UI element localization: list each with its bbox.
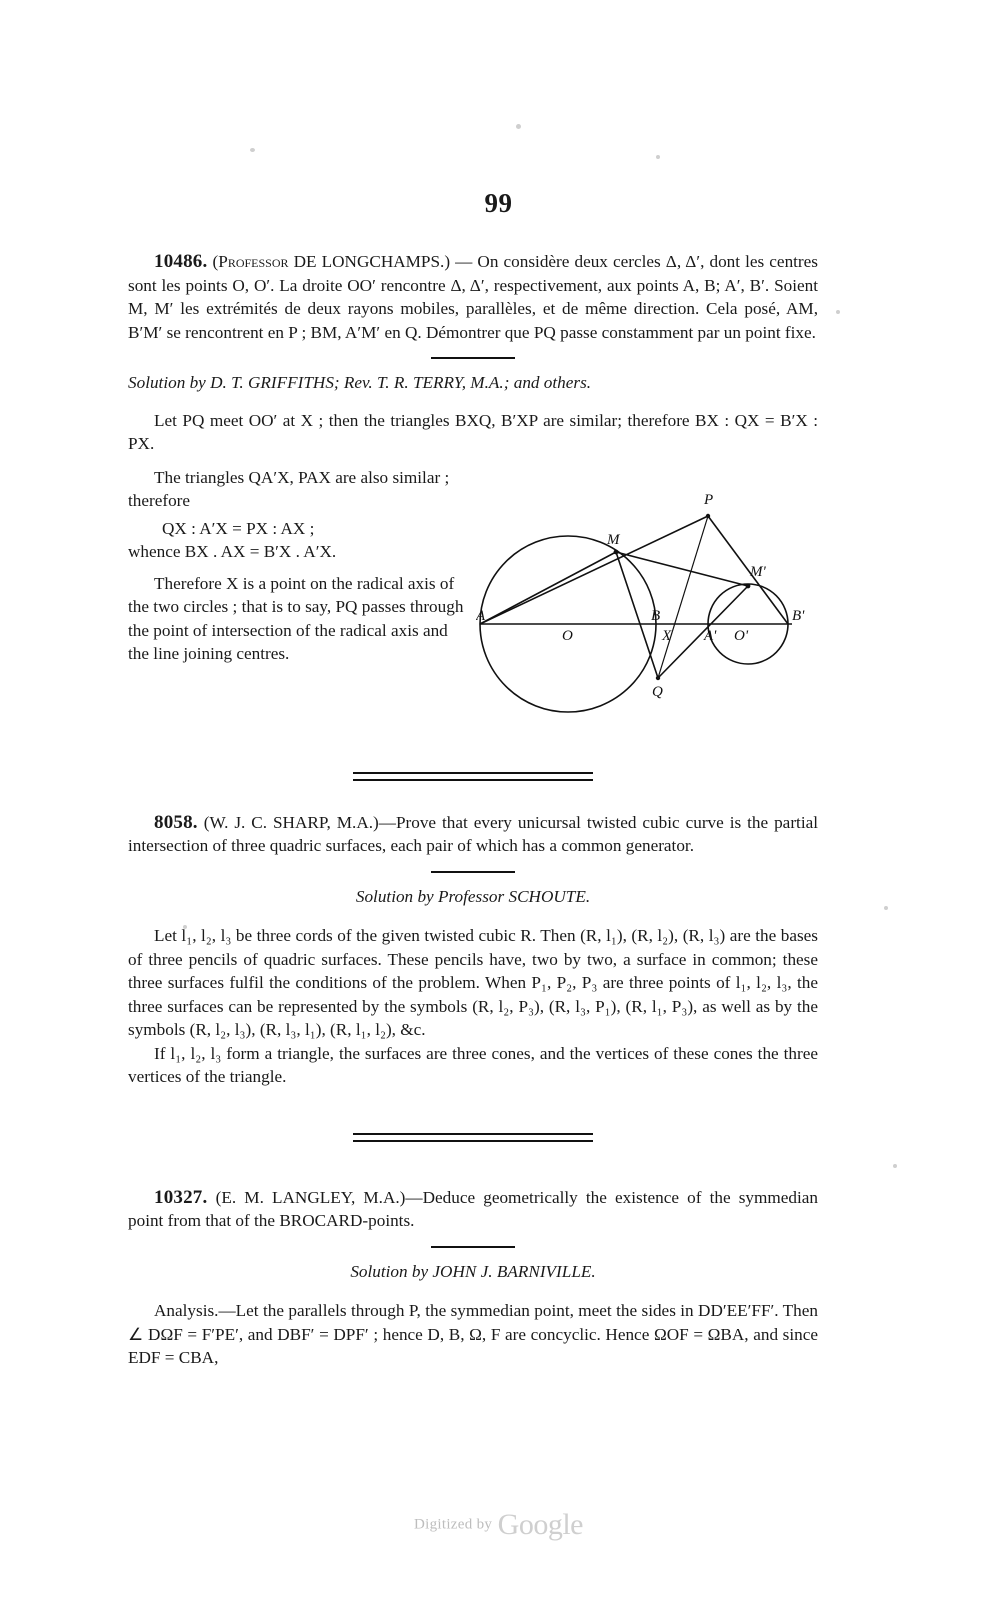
- problem-statement: [128, 1186, 818, 1233]
- solution-paragraph-2: If l₁, l₂, l₃ form a triangle, the surfaces are three cones, and the vertices of these cones the three vertices of the triangle.: [128, 1043, 818, 1086]
- speck: [250, 148, 255, 152]
- figure-label-M-prime: M': [750, 563, 766, 580]
- solution-by-text: Solution by D. T. GRIFFITHS; Rev. T. R. TERRY, M.A.; and others.: [128, 373, 592, 392]
- problem-body: —Deduce geometrically the existence of the symmedian point from that of the BROCARD-points.: [128, 1187, 818, 1230]
- problem-body: —Prove that every unicursal twisted cubic curve is the partial intersection of three quadric surfaces, each pair of which has a common generator.: [128, 812, 818, 855]
- solution-paragraph-2: The triangles QA′X, PAX are also similar ; therefore: [128, 467, 450, 510]
- solution-by-text: Solution by JOHN J. BARNIVILLE.: [350, 1261, 596, 1281]
- speck: [884, 906, 888, 910]
- digitized-by-label: Digitized by: [414, 1516, 493, 1533]
- problem-attribution: (W. J. C. SHARP, M.A.): [203, 812, 379, 832]
- figure-label-B: B: [651, 607, 661, 624]
- geometry-figure-svg: [476, 474, 836, 714]
- section-divider: [353, 772, 593, 781]
- page-number: 99: [484, 188, 513, 218]
- divider: [431, 357, 515, 359]
- line-PQ: [658, 516, 708, 678]
- problem-statement: [128, 250, 818, 344]
- figure-label-B-prime: B': [792, 607, 805, 624]
- equation-1: QX : A′X = PX : AX ;: [162, 518, 315, 538]
- section-divider: [353, 1133, 593, 1142]
- problem-number: 8058.: [154, 811, 198, 833]
- solution-by-text: Solution by Professor SCHOUTE.: [355, 886, 591, 906]
- solution-by-line: [128, 371, 818, 395]
- line-PB-prime: [708, 516, 788, 624]
- speck: [893, 1164, 897, 1168]
- line-AP: [480, 516, 708, 624]
- figure-label-P: P: [704, 491, 714, 508]
- solution-paragraph-1: Analysis.—Let the parallels through P, the symmedian point, meet the sides in DD′EE′FF′. Then ∠ DΩF = F′PE′, and DBF′ = DPF′ ; hence D, B, Ω, F are concyclic. Hence ΩOF = ΩBA, and since EDF = CBA,: [128, 1301, 818, 1367]
- problem-10327: [128, 1186, 818, 1370]
- figure-label-M: M: [607, 531, 620, 548]
- problem-attribution: (Professor DE LONGCHAMPS.): [212, 252, 451, 271]
- geometry-figure: [476, 474, 836, 714]
- figure-label-A-prime: A': [704, 627, 717, 644]
- figure-label-group: [476, 492, 805, 700]
- problem-10486: [128, 250, 818, 746]
- speck: [656, 155, 660, 159]
- problem-statement: [128, 811, 818, 858]
- figure-label-O-prime: O': [734, 627, 749, 644]
- speck: [836, 310, 840, 314]
- figure-label-A: A: [476, 607, 486, 624]
- solution-text-column: [128, 466, 468, 666]
- solution-paragraph-3: whence BX . AX = B′X . A′X.: [128, 542, 337, 561]
- problem-body: — On considère deux cercles Δ, Δ′, dont les centres sont les points O, O′. La droite OO′ rencontre Δ, Δ′, respectivement, aux points A, B; A′, B′. Soient M, M′ les extrémités de deux rayons mobiles, parallèles, et de même direction. Cela posé, AM, B′M′ se rencontrent en P ; BM, A′M′ en Q. Démontrer que PQ passe constamment par un point fixe.: [128, 252, 818, 342]
- page-content: [128, 250, 818, 1370]
- figure-points: [614, 513, 751, 679]
- figure-and-text-block: [128, 466, 818, 746]
- problem-8058: [128, 811, 818, 1089]
- problem-number: 10486.: [154, 251, 208, 272]
- solution-paragraph-1: Let PQ meet OO′ at X ; then the triangles BXQ, B′XP are similar; therefore BX : QX = B′X : PX.: [128, 410, 818, 453]
- problem-attribution: (E. M. LANGLEY, M.A.): [215, 1187, 406, 1207]
- divider: [431, 1246, 515, 1248]
- line-AM: [480, 552, 616, 624]
- footer-watermark: [0, 1508, 997, 1542]
- divider: [431, 871, 515, 873]
- solution-by-line: [128, 1260, 818, 1284]
- google-logo-text: Google: [497, 1508, 583, 1541]
- solution-by-line: [128, 885, 818, 909]
- problem-number: 10327.: [154, 1186, 208, 1208]
- solution-paragraph-4: Therefore X is a point on the radical axis of the two circles ; that is to say, PQ passes through the point of intersection of the radical axis and the line joining centres.: [128, 573, 464, 663]
- solution-paragraph-1: Let l₁, l₂, l₃ be three cords of the given twisted cubic R. Then (R, l₁), (R, l₂), (R, l₃) are the bases of three pencils of quadric surfaces. These pencils have, two by two, a surface in common; these three surfaces fulfil the conditions of the problem. When P₁, P₂, P₃ are three points of l₁, l₂, l₃, the three surfaces can be represented by the symbols (R, l₂, P₃), (R, l₃, P₁), (R, l₁, P₃), as well as by the symbols (R, l₂, l₃), (R, l₃, l₁), (R, l₁, l₂), &c.: [128, 926, 818, 1039]
- speck: [516, 124, 521, 129]
- figure-label-Q: Q: [652, 683, 663, 700]
- figure-label-X: X: [662, 627, 672, 644]
- figure-label-O: O: [562, 627, 573, 644]
